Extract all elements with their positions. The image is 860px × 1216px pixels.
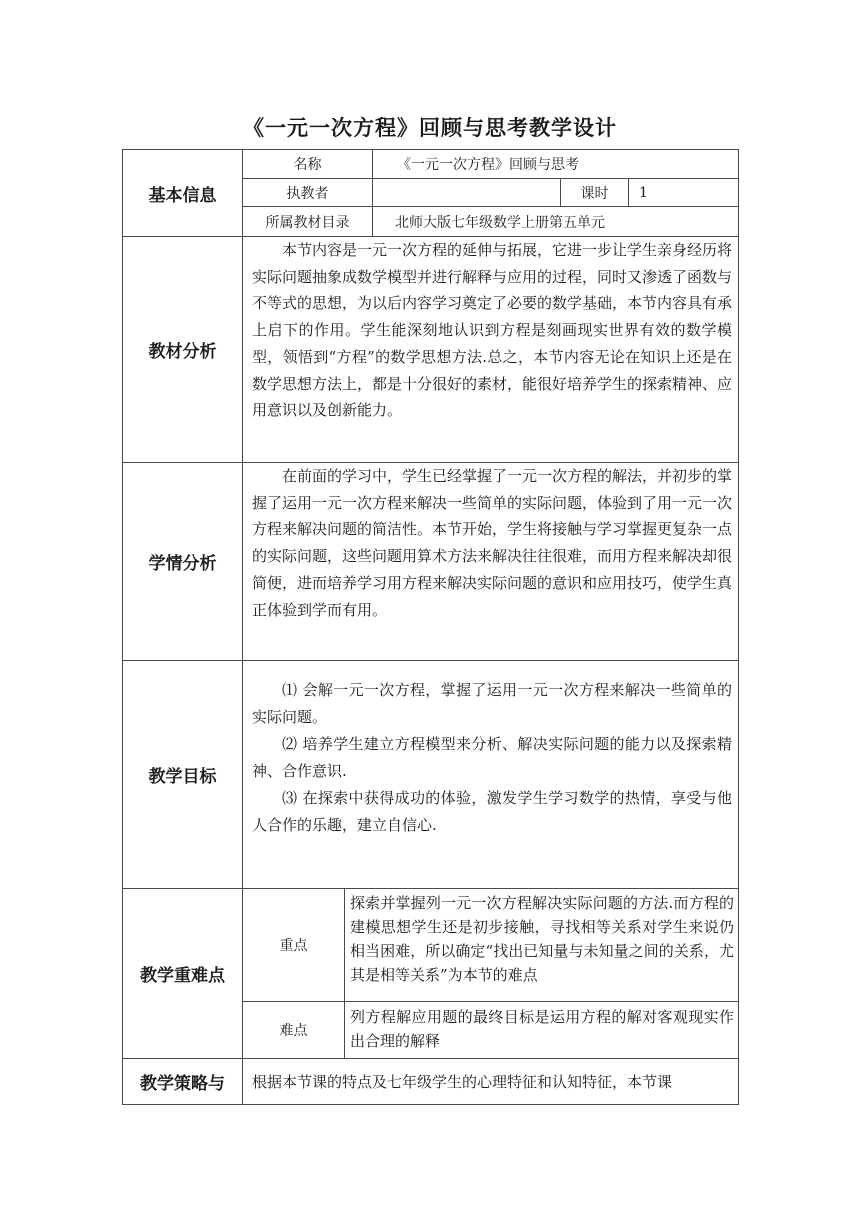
name-label: 名称 — [293, 157, 322, 173]
objectives-list — [243, 677, 738, 877]
objective-item: ⑵ 培养学生建立方程模型来分析、解决实际问题的能力以及探索精神、合作意识. — [252, 735, 732, 780]
material-analysis-header: 教材分析 — [148, 342, 217, 362]
strategy-text: 根据本节课的特点及七年级学生的心理特征和认知特征，本节课 — [252, 1073, 673, 1091]
difficulty-label: 难点 — [279, 1023, 308, 1039]
catalog-label: 所属教材目录 — [265, 214, 350, 231]
page-title: 《一元一次方程》回顾与思考教学设计 — [243, 116, 617, 140]
catalog-value: 北师大版七年级数学上册第五单元 — [395, 214, 605, 231]
key-label: 重点 — [279, 938, 308, 954]
basic-info-header: 基本信息 — [148, 185, 217, 206]
teacher-label: 执教者 — [286, 185, 329, 202]
material-analysis-text: 本节内容是一元一次方程的延伸与拓展，它进一步让学生亲身经历将实际问题抽象成数学模型并进行解释与应用的过程，同时又渗透了函数与不等式的思想，为以后内容学习奠定了必要的数学基础，本节内容具有承上启下的作用。学生能深刻地认识到方程是刻画现实世界有效的数学模型，领悟到“方程”的数学思想方法.总之，本节内容无论在知识上还是在数学思想方法上，都是十分很好的素材，能很好培养学生的探索精神、应用意识以及创新能力。 — [252, 241, 733, 420]
period-label: 课时 — [580, 185, 609, 202]
objective-item: ⑶ 在探索中获得成功的体验，激发学生学习数学的热情，享受与他人合作的乐趣，建立自信心. — [252, 789, 732, 834]
objective-item: ⑴ 会解一元一次方程，掌握了运用一元一次方程来解决一些简单的实际问题。 — [252, 681, 732, 726]
teacher-value — [373, 179, 560, 206]
name-value: 《一元一次方程》回顾与思考 — [397, 157, 579, 173]
key-points-header: 教学重难点 — [140, 966, 225, 986]
student-analysis-header: 学情分析 — [148, 554, 217, 574]
difficulty-text: 列方程解应用题的最终目标是运用方程的解对客观现实作出合理的解释 — [350, 1008, 734, 1050]
key-text: 探索并掌握列一元一次方程解决实际问题的方法.而方程的建模思想学生还是初步接触，寻找相等关系对学生来说仍相当困难，所以确定“找出已知量与未知量之间的关系，尤其是相等关系”为本节的难点 — [350, 894, 734, 984]
period-value: 1 — [639, 184, 648, 201]
strategy-header: 教学策略与 — [140, 1074, 225, 1094]
student-analysis-text: 在前面的学习中，学生已经掌握了一元一次方程的解法，并初步的掌握了运用一元一次方程来解决一些简单的实际问题，体验到了用一元一次方程来解决问题的简洁性。本节开始，学生将接触与学习掌握更复杂一点的实际问题，这些问题用算术方法来解决往往很难，而用方程来解决却很简便，进而培养学习用方程来解决实际问题的意识和应用技巧，使学生真正体验到学而有用。 — [252, 467, 733, 619]
objectives-header: 教学目标 — [148, 767, 217, 787]
